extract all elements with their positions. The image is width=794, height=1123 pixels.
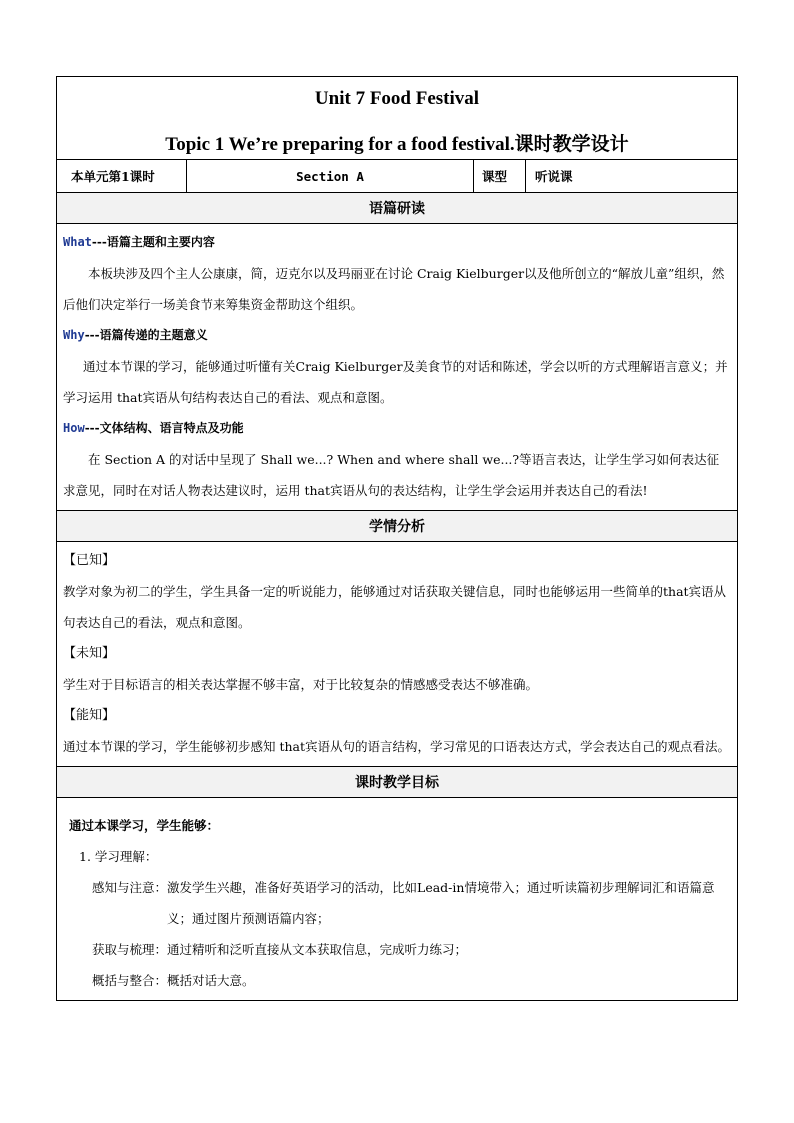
able-label: 【能知】 — [63, 708, 116, 723]
section-cell: Section A — [187, 160, 474, 192]
what-text: 本板块涉及四个主人公康康，简，迈克尔以及玛丽亚在讨论 Craig Kielburger以及他所创立的“解放儿童”组织，然后他们决定举行一场美食节来筹集资金帮助这个组织。 — [63, 266, 725, 312]
unit-lesson-cell: 本单元第1课时 — [57, 160, 187, 192]
why-label — [63, 320, 731, 351]
goal-sub-2-key: 获取与梳理： — [92, 942, 168, 957]
title-block — [57, 77, 737, 160]
what-label — [63, 227, 731, 258]
goal-sub-3-key: 概括与整合： — [92, 973, 168, 988]
goals-intro: 通过本课学习，学生能够： — [69, 818, 220, 833]
goal-sub-2-text: 通过精听和泛听直接从文本获取信息，完成听力练习； — [167, 942, 468, 957]
how-label — [63, 413, 731, 444]
learners-body — [57, 542, 737, 766]
what-label-text: ---语篇主题和主要内容 — [91, 235, 215, 249]
goal-sub-3 — [69, 965, 731, 996]
why-text: 通过本节课的学习，能够通过听懂有关Craig Kielburger及美食节的对话和陈述，学会以听的方式理解语言意义；并学习运用 that宾语从句结构表达自己的看法、观点和意图。 — [63, 359, 728, 405]
why-en: Why — [63, 328, 85, 342]
info-row — [57, 160, 737, 193]
goal-sub-3-text: 概括对话大意。 — [167, 973, 255, 988]
goal-sub-1 — [69, 872, 731, 934]
reading-heading: 语篇研读 — [57, 193, 737, 224]
unknown-text: 学生对于目标语言的相关表达掌握不够丰富，对于比较复杂的情感感受表达不够准确。 — [63, 677, 539, 692]
how-text: 在 Section A 的对话中呈现了 Shall we...? When and where shall we...?等语言表达，让学生学习如何表达征求意见，同时在对话人物表达建议时，运用 that宾语从句的表达结构，让学生学会运用并表达自己的看法! — [63, 452, 720, 498]
learners-heading: 学情分析 — [57, 510, 737, 542]
known-label: 【已知】 — [63, 553, 116, 568]
what-en: What — [63, 235, 92, 249]
goal-sub-1-text: 激发学生兴趣，准备好英语学习的活动，比如Lead-in情境带入；通过听读篇初步理解词汇和语篇意义；通过图片预测语篇内容； — [167, 880, 715, 926]
how-label-text: ---文体结构、语言特点及功能 — [84, 421, 244, 435]
type-label-cell: 课型 — [474, 160, 526, 192]
goals-heading: 课时教学目标 — [57, 766, 737, 798]
goals-body — [57, 798, 737, 1000]
goal-sub-1-key: 感知与注意： — [92, 880, 168, 895]
unknown-label: 【未知】 — [63, 646, 116, 661]
how-en: How — [63, 421, 85, 435]
reading-body — [57, 224, 737, 510]
goal-item-1: 1. 学习理解： — [79, 849, 158, 864]
able-text: 通过本节课的学习，学生能够初步感知 that宾语从句的语言结构，学习常见的口语表达方式，学会表达自己的观点看法。 — [63, 739, 731, 754]
unit-title: Unit 7 Food Festival — [314, 88, 480, 109]
topic-title: Topic 1 We’re preparing for a food festival.课时教学设计 — [165, 134, 629, 155]
goal-sub-2 — [69, 934, 731, 965]
why-label-text: ---语篇传递的主题意义 — [84, 328, 208, 342]
known-text: 教学对象为初二的学生，学生具备一定的听说能力，能够通过对话获取关键信息，同时也能够运用一些简单的that宾语从句表达自己的看法，观点和意图。 — [63, 584, 727, 630]
lesson-plan-table — [56, 76, 738, 1001]
type-value-cell: 听说课 — [535, 169, 573, 184]
